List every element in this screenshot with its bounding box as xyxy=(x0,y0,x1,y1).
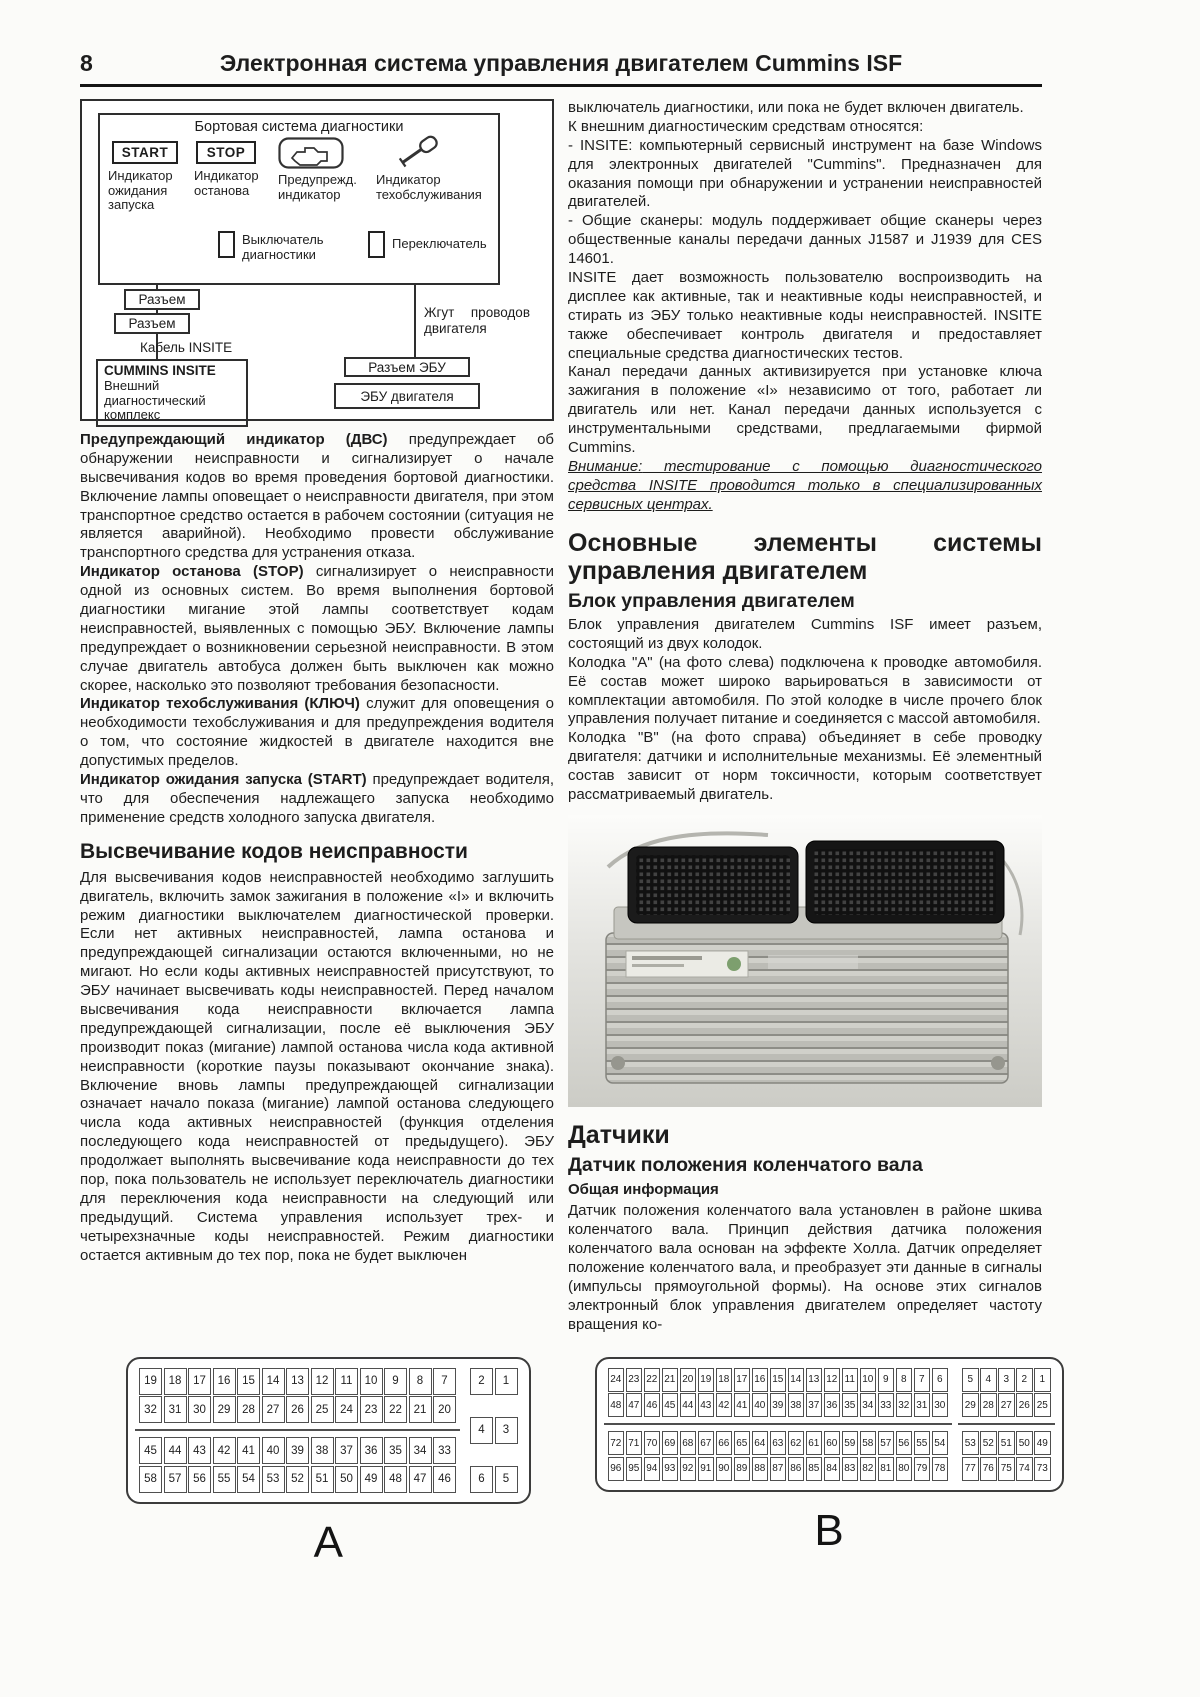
pin-cell: 1 xyxy=(1034,1368,1051,1392)
connector-b-label: B xyxy=(814,1505,844,1555)
diagnostic-switch-label: Выключатель диагностики xyxy=(242,232,324,262)
pin-cell: 11 xyxy=(335,1368,358,1395)
pin-cell: 49 xyxy=(1034,1431,1051,1455)
pin-cell: 42 xyxy=(213,1437,236,1464)
connector-b xyxy=(595,1357,1064,1556)
stop-indicator-label: Индикатор останова xyxy=(194,168,259,198)
stop-indicator-lead: Индикатор останова (STOP) xyxy=(80,563,304,581)
pin-cell: 18 xyxy=(164,1368,187,1395)
pin-cell: 81 xyxy=(878,1457,895,1481)
connector-a-bottom-grid xyxy=(139,1437,456,1493)
toggle-switch-box xyxy=(368,231,385,258)
pin-cell: 2 xyxy=(470,1368,493,1395)
pin-cell: 74 xyxy=(1016,1457,1033,1481)
pin-cell: 11 xyxy=(842,1368,859,1392)
pin-cell: 30 xyxy=(932,1393,949,1417)
pin-cell: 4 xyxy=(470,1417,493,1444)
connector-box-1: Разъем xyxy=(124,289,200,310)
insite-capabilities-paragraph: INSITE дает возможность пользователю воспроизводить на дисплее как активные, так и неактивные коды неисправностей, и стирать из ЭБУ только неактивные коды неисправностей. INSITE также обеспечивает контроль двигателя и предоставляет специальные средства диагностических тестов. xyxy=(568,269,1042,362)
pin-cell: 84 xyxy=(824,1457,841,1481)
pin-cell: 53 xyxy=(962,1431,979,1455)
pin-cell: 55 xyxy=(213,1466,236,1493)
pin-cell: 69 xyxy=(662,1431,679,1455)
stop-indicator-box: STOP xyxy=(196,141,256,164)
pin-cell: 33 xyxy=(433,1437,456,1464)
cummins-insite-title: CUMMINS INSITE xyxy=(104,363,216,378)
pin-cell: 41 xyxy=(237,1437,260,1464)
pin-cell: 8 xyxy=(409,1368,432,1395)
service-wrench-icon xyxy=(392,131,446,171)
pin-cell: 65 xyxy=(734,1431,751,1455)
connector-b-shell xyxy=(595,1357,1064,1492)
service-indicator-text: служит для оповещения о необходимости техобслуживания и для предупреждения водителя о том, что состояние жидкостей в двигателе находится вне допустимых пределов. xyxy=(80,695,555,770)
pin-cell: 15 xyxy=(237,1368,260,1395)
pin-cell: 47 xyxy=(409,1466,432,1493)
pin-cell: 37 xyxy=(335,1437,358,1464)
pin-cell: 88 xyxy=(752,1457,769,1481)
connector-b-side xyxy=(962,1368,1051,1481)
attention-note xyxy=(568,458,1042,515)
attention-note-text: тестирование с помощью диагностического средства INSITE проводится только в специализированных сервисных центрах. xyxy=(568,457,1042,513)
pin-cell: 19 xyxy=(698,1368,715,1392)
pin-cell: 35 xyxy=(842,1393,859,1417)
crankshaft-sensor-paragraph: Датчик положения коленчатого вала установлен в районе шкива коленчатого вала. Принцип действия датчика положения коленчатого вала основан на эффекте Холла. Датчик определяет положение коленчатого вала, и преобразует эти данные в сигналы (импульсы прямоугольной формы). На основе этих сигналов электронный блок управления двигателем определяет частоту вращения ко- xyxy=(568,1202,1042,1333)
pin-cell: 52 xyxy=(286,1466,309,1493)
toggle-switch-label: Переключатель xyxy=(392,236,487,251)
cummins-insite-box xyxy=(96,359,248,427)
pin-cell: 51 xyxy=(998,1431,1015,1455)
pin-cell: 50 xyxy=(335,1466,358,1493)
pin-cell: 33 xyxy=(878,1393,895,1417)
pin-cell: 62 xyxy=(788,1431,805,1455)
pin-cell: 24 xyxy=(608,1368,625,1392)
diagnostic-switch-box xyxy=(218,231,235,258)
connector-a-label: А xyxy=(313,1517,343,1567)
pin-cell: 60 xyxy=(824,1431,841,1455)
pin-cell: 25 xyxy=(311,1396,334,1423)
start-indicator-paragraph xyxy=(80,771,554,828)
pin-cell: 21 xyxy=(662,1368,679,1392)
pin-cell: 51 xyxy=(311,1466,334,1493)
scanners-bullet: - Общие сканеры: модуль поддерживает общие сканеры через общественные каналы передачи данных J1587 и J1939 для CES 14601. xyxy=(568,212,1042,268)
pin-cell: 12 xyxy=(311,1368,334,1395)
pin-cell: 17 xyxy=(188,1368,211,1395)
pin-cell: 91 xyxy=(698,1457,715,1481)
pin-cell: 28 xyxy=(980,1393,997,1417)
pin-cell: 36 xyxy=(824,1393,841,1417)
pin-cell: 34 xyxy=(860,1393,877,1417)
diagnostic-panel xyxy=(98,113,500,285)
diagram-title: Бортовая система диагностики xyxy=(194,119,404,135)
connector-a-side-top xyxy=(470,1368,518,1395)
connector-b-side-top xyxy=(962,1368,1051,1418)
connector-a-shell xyxy=(126,1357,531,1504)
start-indicator-text: предупреждает водителя, что для обеспечения надлежащего запуска необходимо применение средств холодного запуска двигателя. xyxy=(80,771,554,826)
pin-cell: 38 xyxy=(788,1393,805,1417)
pin-cell: 13 xyxy=(806,1368,823,1392)
pin-cell: 9 xyxy=(878,1368,895,1392)
pin-cell: 30 xyxy=(188,1396,211,1423)
pin-cell: 29 xyxy=(213,1396,236,1423)
ecu-intro-paragraph: Блок управления двигателем Cummins ISF имеет разъем, состоящий из двух колодок. xyxy=(568,616,1042,652)
connector-b-side-divider xyxy=(958,1423,1055,1425)
connector-pinout-section xyxy=(126,1357,1048,1568)
fault-codes-paragraph: Для высвечивания кодов неисправностей необходимо заглушить двигатель, включить замок зажигания в положение «I» и включить режим диагностики выключателем диагностической проверки. Если нет активных неисправностей, лампа останова и предупреждающей сигнализации остаются включенными, но не мигают. Но если коды активных неисправностей присутствуют, то ЭБУ начинает высвечивать коды неисправностей. Перед началом высвечивания кода неисправности включается лампа предупреждающей сигнализации, после её выключения ЭБУ производит показ (мигание) лампой останова числа кода активной неисправности (короткие паузы показывают окончание знака). Включение вновь лампы предупреждающей сигнализации означает начало показа (мигание) лампой останова следующего числа кода активных неисправностей (функция отделения последующего кода неисправностей от предыдущего). ЭБУ продолжает выполнять высвечивание кода неисправности до тех пор, пока пользователь не использует переключатель диагностики для переключения кода неисправности на следующий или предыдущий. Система управления использует трех- и четырехзначные коды неисправностей. Режим диагностики остается активным до тех пор, пока не будет выключен xyxy=(80,868,554,1264)
general-info-heading: Общая информация xyxy=(568,1181,719,1199)
pin-cell: 71 xyxy=(626,1431,643,1455)
pin-cell: 44 xyxy=(164,1437,187,1464)
pin-cell: 56 xyxy=(896,1431,913,1455)
pin-cell: 57 xyxy=(878,1431,895,1455)
pin-cell: 82 xyxy=(860,1457,877,1481)
pin-cell: 66 xyxy=(716,1431,733,1455)
pin-cell: 59 xyxy=(842,1431,859,1455)
connector-a-divider xyxy=(135,1429,460,1431)
pin-cell: 39 xyxy=(770,1393,787,1417)
pin-cell: 23 xyxy=(360,1396,383,1423)
pin-cell: 21 xyxy=(409,1396,432,1423)
service-indicator-paragraph xyxy=(80,695,554,771)
pin-cell: 68 xyxy=(680,1431,697,1455)
engine-harness-label: Жгут проводов двигателя xyxy=(424,305,530,336)
pin-cell: 72 xyxy=(608,1431,625,1455)
service-indicator-lead: Индикатор техобслуживания (КЛЮЧ) xyxy=(80,695,360,713)
page-title: Электронная система управления двигателем Cummins ISF xyxy=(219,50,903,76)
pin-cell: 42 xyxy=(716,1393,733,1417)
external-tools-intro: К внешним диагностическим средствам относятся: xyxy=(568,117,924,135)
fault-codes-heading: Высвечивание кодов неисправности xyxy=(80,839,468,863)
pin-cell: 19 xyxy=(139,1368,162,1395)
sensors-heading: Датчики xyxy=(568,1120,670,1149)
connector-a-side-mid xyxy=(470,1417,518,1444)
onboard-diagnostics-diagram xyxy=(80,99,554,421)
pin-cell: 7 xyxy=(433,1368,456,1395)
pin-cell: 26 xyxy=(286,1396,309,1423)
pin-cell: 75 xyxy=(998,1457,1015,1481)
right-column xyxy=(568,99,1042,1335)
stop-indicator-text: сигнализирует о неисправности одной из основных систем. Во время выполнения бортовой диагностики мигание этой лампы соответствует кодам неисправностей, выявленных с помощью ЭБУ. Включение лампы предупреждает о возникновении серьезной неисправности. В этом случае двигатель автобуса должен быть выключен как можно скорее, насколько это позволяют требования безопасности. xyxy=(80,563,554,694)
pin-cell: 47 xyxy=(626,1393,643,1417)
two-column-layout xyxy=(80,99,1042,1335)
pin-cell: 79 xyxy=(914,1457,931,1481)
connector-a-top-grid xyxy=(139,1368,456,1424)
pin-cell: 10 xyxy=(360,1368,383,1395)
pin-cell: 50 xyxy=(1016,1431,1033,1455)
pin-cell: 40 xyxy=(262,1437,285,1464)
pin-cell: 48 xyxy=(608,1393,625,1417)
pin-cell: 8 xyxy=(896,1368,913,1392)
left-column xyxy=(80,99,554,1335)
start-indicator-label: Индикатор ожидания запуска xyxy=(108,168,173,213)
datalink-paragraph: Канал передачи данных активизируется при установке ключа зажигания в положение «I» независимо от того, работает ли двигатель или нет. Канал передачи данных используется с инструментальными средствами, предлагаемыми фирмой Cummins. xyxy=(568,363,1042,457)
pin-cell: 5 xyxy=(962,1368,979,1392)
pin-cell: 85 xyxy=(806,1457,823,1481)
pin-cell: 53 xyxy=(262,1466,285,1493)
ecu-connector-box: Разъем ЭБУ xyxy=(344,357,470,377)
pin-cell: 16 xyxy=(752,1368,769,1392)
pin-cell: 6 xyxy=(932,1368,949,1392)
pin-cell: 17 xyxy=(734,1368,751,1392)
pin-cell: 61 xyxy=(806,1431,823,1455)
pin-cell: 64 xyxy=(752,1431,769,1455)
pin-cell: 63 xyxy=(770,1431,787,1455)
warning-indicator-paragraph xyxy=(80,431,554,563)
pin-cell: 26 xyxy=(1016,1393,1033,1417)
pin-cell: 15 xyxy=(770,1368,787,1392)
connector-a-paragraph: Колодка "А" (на фото слева) подключена к проводке автомобиля. Её состав может широко варьироваться в зависимости от комплектации автомобиля. По этой колодке в числе прочего блок управления получает питание и соединяется с массой автомобиля. xyxy=(568,653,1042,728)
pin-cell: 43 xyxy=(698,1393,715,1417)
engine-harness-line xyxy=(414,283,416,359)
pin-cell: 90 xyxy=(716,1457,733,1481)
stop-indicator-paragraph xyxy=(80,563,554,695)
pin-cell: 52 xyxy=(980,1431,997,1455)
pin-cell: 13 xyxy=(286,1368,309,1395)
pin-cell: 35 xyxy=(384,1437,407,1464)
crankshaft-sensor-heading: Датчик положения коленчатого вала xyxy=(568,1153,923,1176)
pin-cell: 9 xyxy=(384,1368,407,1395)
engine-warning-icon xyxy=(278,137,344,169)
pin-cell: 24 xyxy=(335,1396,358,1423)
pin-cell: 7 xyxy=(914,1368,931,1392)
pin-cell: 41 xyxy=(734,1393,751,1417)
pin-cell: 2 xyxy=(1016,1368,1033,1392)
insite-cable-label: Кабель INSITE xyxy=(140,340,233,355)
pin-cell: 4 xyxy=(980,1368,997,1392)
pin-cell: 78 xyxy=(932,1457,949,1481)
insite-bullet: - INSITE: компьютерный сервисный инструмент на базе Windows для электронных двигателей "Cummins". Предназначен для оказания помощи при обнаружении и устранении неисправностей двигателей. xyxy=(568,136,1042,211)
connector-a xyxy=(126,1357,531,1568)
connector-b-paragraph: Колодка "В" (на фото справа) объединяет в себе проводку двигателя: датчики и исполнительные механизмы. Её элементный состав зависит от норм токсичности, которым соответствует рассматриваемый двигатель. xyxy=(568,729,1042,804)
connector-b-top-grid xyxy=(608,1368,949,1418)
pin-cell: 95 xyxy=(626,1457,643,1481)
pin-cell: 14 xyxy=(788,1368,805,1392)
pin-cell: 45 xyxy=(662,1393,679,1417)
pin-cell: 36 xyxy=(360,1437,383,1464)
pin-cell: 83 xyxy=(842,1457,859,1481)
connector-b-side-bot xyxy=(962,1431,1051,1481)
page-header xyxy=(80,50,1042,87)
pin-cell: 29 xyxy=(962,1393,979,1417)
pin-cell: 94 xyxy=(644,1457,661,1481)
main-elements-heading: Основные элементы системы управления двигателем xyxy=(568,528,1042,585)
connector-b-divider xyxy=(604,1423,953,1425)
pin-cell: 55 xyxy=(914,1431,931,1455)
pin-cell: 40 xyxy=(752,1393,769,1417)
pin-cell: 87 xyxy=(770,1457,787,1481)
cummins-insite-subtitle: Внешний диагностический комплекс xyxy=(104,377,206,423)
pin-cell: 25 xyxy=(1034,1393,1051,1417)
start-indicator-box: START xyxy=(112,141,178,164)
pin-cell: 12 xyxy=(824,1368,841,1392)
pin-cell: 46 xyxy=(644,1393,661,1417)
pin-cell: 54 xyxy=(932,1431,949,1455)
connector-a-main xyxy=(139,1368,456,1493)
pin-cell: 58 xyxy=(860,1431,877,1455)
pin-cell: 27 xyxy=(998,1393,1015,1417)
pin-cell: 38 xyxy=(311,1437,334,1464)
pin-cell: 80 xyxy=(896,1457,913,1481)
pin-cell: 32 xyxy=(896,1393,913,1417)
pin-cell: 22 xyxy=(644,1368,661,1392)
pin-cell: 93 xyxy=(662,1457,679,1481)
pin-cell: 20 xyxy=(680,1368,697,1392)
pin-cell: 6 xyxy=(470,1466,493,1493)
ecu-photo xyxy=(568,815,1042,1107)
pin-cell: 23 xyxy=(626,1368,643,1392)
pin-cell: 22 xyxy=(384,1396,407,1423)
pin-cell: 14 xyxy=(262,1368,285,1395)
connector-a-side xyxy=(470,1368,518,1493)
page-number: 8 xyxy=(80,50,93,76)
pin-cell: 37 xyxy=(806,1393,823,1417)
pin-cell: 20 xyxy=(433,1396,456,1423)
pin-cell: 92 xyxy=(680,1457,697,1481)
pin-cell: 34 xyxy=(409,1437,432,1464)
attention-note-lead: Внимание: xyxy=(568,457,643,475)
pin-cell: 10 xyxy=(860,1368,877,1392)
pin-cell: 3 xyxy=(495,1417,518,1444)
ecu-heading: Блок управления двигателем xyxy=(568,589,855,612)
pin-cell: 1 xyxy=(495,1368,518,1395)
warning-indicator-label: Предупрежд. индикатор xyxy=(278,172,357,202)
pin-cell: 16 xyxy=(213,1368,236,1395)
start-indicator-lead: Индикатор ожидания запуска (START) xyxy=(80,771,367,789)
pin-cell: 54 xyxy=(237,1466,260,1493)
pin-cell: 73 xyxy=(1034,1457,1051,1481)
pin-cell: 89 xyxy=(734,1457,751,1481)
warning-indicator-lead: Предупреждающий индикатор (ДВС) xyxy=(80,431,388,448)
connector-box-2: Разъем xyxy=(114,313,190,334)
pin-cell: 43 xyxy=(188,1437,211,1464)
pin-cell: 45 xyxy=(139,1437,162,1464)
pin-cell: 18 xyxy=(716,1368,733,1392)
pin-cell: 56 xyxy=(188,1466,211,1493)
pin-cell: 67 xyxy=(698,1431,715,1455)
pin-cell: 86 xyxy=(788,1457,805,1481)
pin-cell: 49 xyxy=(360,1466,383,1493)
connector-b-main xyxy=(608,1368,949,1481)
pin-cell: 31 xyxy=(914,1393,931,1417)
pin-cell: 31 xyxy=(164,1396,187,1423)
pin-cell: 28 xyxy=(237,1396,260,1423)
pin-cell: 57 xyxy=(164,1466,187,1493)
pin-cell: 39 xyxy=(286,1437,309,1464)
pin-cell: 70 xyxy=(644,1431,661,1455)
pin-cell: 32 xyxy=(139,1396,162,1423)
pin-cell: 77 xyxy=(962,1457,979,1481)
pin-cell: 3 xyxy=(998,1368,1015,1392)
continuation-paragraph: выключатель диагностики, или пока не будет включен двигатель. xyxy=(568,99,1024,116)
ecu-box: ЭБУ двигателя xyxy=(334,383,480,409)
connector-a-side-bot xyxy=(470,1466,518,1493)
pin-cell: 44 xyxy=(680,1393,697,1417)
connector-b-bottom-grid xyxy=(608,1431,949,1481)
pin-cell: 96 xyxy=(608,1457,625,1481)
pin-cell: 46 xyxy=(433,1466,456,1493)
pin-cell: 5 xyxy=(495,1466,518,1493)
pin-cell: 58 xyxy=(139,1466,162,1493)
pin-cell: 48 xyxy=(384,1466,407,1493)
pin-cell: 76 xyxy=(980,1457,997,1481)
pin-cell: 27 xyxy=(262,1396,285,1423)
warning-indicator-text: предупреждает об обнаружении неисправности и сигнализирует о начале высвечивания кодов во время проведения бортовой диагностики. Включение лампы оповещает о неисправности двигателя, при этом транспортное средство остается в рабочем состоянии (ситуация не является аварийной). Необходимо провести обслуживание транспортного средства для устранения отказа. xyxy=(80,431,555,562)
service-indicator-label: Индикатор техобслуживания xyxy=(376,172,482,202)
